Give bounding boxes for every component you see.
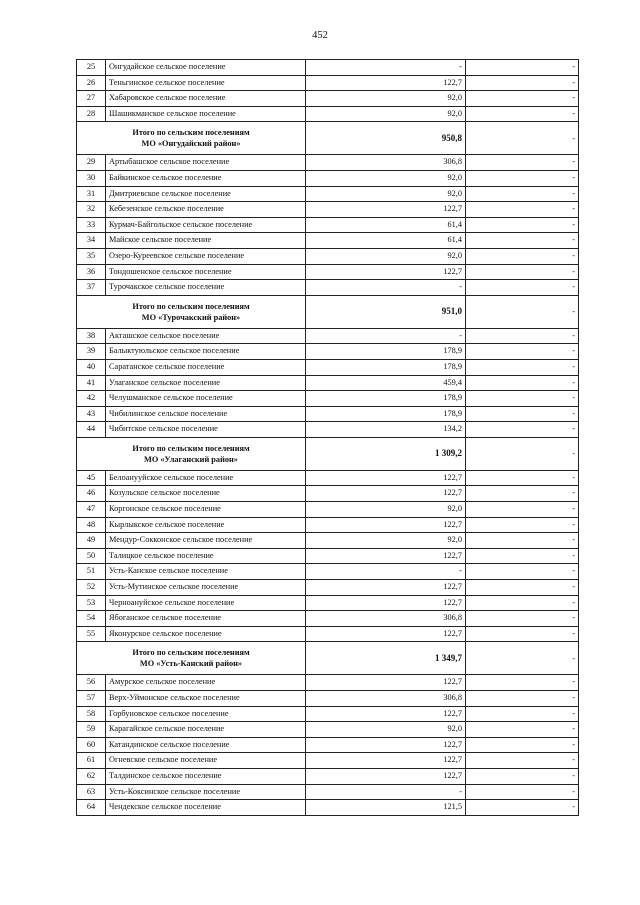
row-number: 44 bbox=[77, 422, 106, 438]
row-number: 27 bbox=[77, 91, 106, 107]
settlement-name: Горбуновское сельское поселение bbox=[106, 706, 306, 722]
settlement-name: Амурское сельское поселение bbox=[106, 675, 306, 691]
row-number: 43 bbox=[77, 406, 106, 422]
row-number: 36 bbox=[77, 264, 106, 280]
table-row bbox=[77, 502, 579, 518]
other-cell: - bbox=[466, 280, 579, 296]
district-total-row bbox=[77, 295, 579, 328]
row-number: 58 bbox=[77, 706, 106, 722]
row-number: 28 bbox=[77, 106, 106, 122]
amount-cell: 122,7 bbox=[306, 517, 466, 533]
table-row bbox=[77, 675, 579, 691]
row-number: 62 bbox=[77, 768, 106, 784]
amount-cell: - bbox=[306, 564, 466, 580]
other-cell: - bbox=[466, 75, 579, 91]
settlement-name: Турочакское сельское поселение bbox=[106, 280, 306, 296]
total-label-line1: Итого по сельским поселениям bbox=[132, 301, 250, 311]
other-cell: - bbox=[466, 564, 579, 580]
total-district-name: МО «Улаганский район» bbox=[144, 454, 238, 464]
district-total-row bbox=[77, 122, 579, 155]
amount-cell: 61,4 bbox=[306, 217, 466, 233]
settlement-name: Озеро-Куреевское сельское поселение bbox=[106, 248, 306, 264]
settlement-name: Талдинское сельское поселение bbox=[106, 768, 306, 784]
row-number: 39 bbox=[77, 344, 106, 360]
table-row bbox=[77, 391, 579, 407]
table-row bbox=[77, 706, 579, 722]
row-number: 52 bbox=[77, 580, 106, 596]
amount-cell: 122,7 bbox=[306, 580, 466, 596]
settlement-name: Катандинское сельское поселение bbox=[106, 737, 306, 753]
amount-cell: - bbox=[306, 60, 466, 76]
amount-cell: 121,5 bbox=[306, 800, 466, 816]
settlement-name: Хабаровское сельское поселение bbox=[106, 91, 306, 107]
row-number: 51 bbox=[77, 564, 106, 580]
row-number: 54 bbox=[77, 611, 106, 627]
amount-cell: 178,9 bbox=[306, 406, 466, 422]
settlement-name: Усть-Коксинское сельское поселение bbox=[106, 784, 306, 800]
settlement-name: Чибилинское сельское поселение bbox=[106, 406, 306, 422]
amount-cell: 92,0 bbox=[306, 91, 466, 107]
total-label-line1: Итого по сельским поселениям bbox=[132, 443, 250, 453]
settlement-name: Тондошенское сельское поселение bbox=[106, 264, 306, 280]
other-cell: - bbox=[466, 375, 579, 391]
amount-cell: 61,4 bbox=[306, 233, 466, 249]
table-row bbox=[77, 517, 579, 533]
settlement-name: Дмитриевское сельское поселение bbox=[106, 186, 306, 202]
page-number: 452 bbox=[312, 30, 328, 41]
amount-cell: 306,8 bbox=[306, 155, 466, 171]
settlement-name: Огневское сельское поселение bbox=[106, 753, 306, 769]
row-number: 30 bbox=[77, 170, 106, 186]
row-number: 25 bbox=[77, 60, 106, 76]
settlement-name: Артыбашское сельское поселение bbox=[106, 155, 306, 171]
settlement-name: Верх-Уймонское сельское поселение bbox=[106, 691, 306, 707]
amount-cell: 178,9 bbox=[306, 344, 466, 360]
row-number: 61 bbox=[77, 753, 106, 769]
amount-cell: 122,7 bbox=[306, 706, 466, 722]
settlement-name: Майское сельское поселение bbox=[106, 233, 306, 249]
settlement-name: Улаганское сельское поселение bbox=[106, 375, 306, 391]
table-row bbox=[77, 580, 579, 596]
table-row bbox=[77, 217, 579, 233]
settlement-name: Саратанское сельское поселение bbox=[106, 359, 306, 375]
other-cell: - bbox=[466, 186, 579, 202]
table-row bbox=[77, 248, 579, 264]
table-row bbox=[77, 91, 579, 107]
other-cell: - bbox=[466, 486, 579, 502]
amount-cell: 122,7 bbox=[306, 595, 466, 611]
amount-cell: - bbox=[306, 328, 466, 344]
amount-cell: 92,0 bbox=[306, 106, 466, 122]
table-row bbox=[77, 722, 579, 738]
settlement-name: Усть-Канское сельское поселение bbox=[106, 564, 306, 580]
row-number: 50 bbox=[77, 548, 106, 564]
table-row bbox=[77, 328, 579, 344]
total-label-cell bbox=[77, 295, 306, 328]
other-cell: - bbox=[466, 155, 579, 171]
table-row bbox=[77, 533, 579, 549]
amount-cell: 92,0 bbox=[306, 248, 466, 264]
row-number: 26 bbox=[77, 75, 106, 91]
row-number: 32 bbox=[77, 202, 106, 218]
settlement-name: Талицкое сельское поселение bbox=[106, 548, 306, 564]
other-cell: - bbox=[466, 248, 579, 264]
table-row bbox=[77, 768, 579, 784]
table-row bbox=[77, 60, 579, 76]
row-number: 56 bbox=[77, 675, 106, 691]
table-row bbox=[77, 75, 579, 91]
settlement-name: Коргонское сельское поселение bbox=[106, 502, 306, 518]
other-cell: - bbox=[466, 422, 579, 438]
other-cell: - bbox=[466, 391, 579, 407]
settlement-name: Кебезенское сельское поселение bbox=[106, 202, 306, 218]
amount-cell: 122,7 bbox=[306, 737, 466, 753]
total-district-name: МО «Онгудайский район» bbox=[141, 139, 241, 149]
total-amount: 951,0 bbox=[306, 295, 466, 328]
row-number: 33 bbox=[77, 217, 106, 233]
table-row bbox=[77, 344, 579, 360]
settlement-name: Яконурское сельское поселение bbox=[106, 626, 306, 642]
total-amount: 1 309,2 bbox=[306, 437, 466, 470]
other-cell: - bbox=[466, 170, 579, 186]
other-cell: - bbox=[466, 675, 579, 691]
row-number: 59 bbox=[77, 722, 106, 738]
settlement-name: Теньгинское сельское поселение bbox=[106, 75, 306, 91]
other-cell: - bbox=[466, 502, 579, 518]
table-row bbox=[77, 202, 579, 218]
other-cell: - bbox=[466, 344, 579, 360]
total-amount: 950,8 bbox=[306, 122, 466, 155]
table-row bbox=[77, 375, 579, 391]
settlement-name: Шашикманское сельское поселение bbox=[106, 106, 306, 122]
total-amount: 1 349,7 bbox=[306, 642, 466, 675]
total-label-line1: Итого по сельским поселениям bbox=[132, 648, 250, 658]
row-number: 53 bbox=[77, 595, 106, 611]
settlement-name: Усть-Мутинское сельское поселение bbox=[106, 580, 306, 596]
table-row bbox=[77, 737, 579, 753]
table-row bbox=[77, 155, 579, 171]
other-cell: - bbox=[466, 580, 579, 596]
other-cell: - bbox=[466, 753, 579, 769]
settlement-name: Акташское сельское поселение bbox=[106, 328, 306, 344]
table-row bbox=[77, 548, 579, 564]
settlements-table bbox=[76, 59, 579, 816]
table-row bbox=[77, 564, 579, 580]
amount-cell: 122,7 bbox=[306, 470, 466, 486]
amount-cell: 122,7 bbox=[306, 753, 466, 769]
amount-cell: 122,7 bbox=[306, 675, 466, 691]
table-row bbox=[77, 359, 579, 375]
table-row bbox=[77, 611, 579, 627]
settlement-name: Мендур-Сокконское сельское поселение bbox=[106, 533, 306, 549]
settlement-name: Челушманское сельское поселение bbox=[106, 391, 306, 407]
other-cell: - bbox=[466, 626, 579, 642]
row-number: 63 bbox=[77, 784, 106, 800]
amount-cell: 178,9 bbox=[306, 359, 466, 375]
settlement-name: Ябоганское сельское поселение bbox=[106, 611, 306, 627]
table-row bbox=[77, 106, 579, 122]
settlement-name: Белоанууйское сельское поселение bbox=[106, 470, 306, 486]
row-number: 46 bbox=[77, 486, 106, 502]
table-row bbox=[77, 170, 579, 186]
total-other: - bbox=[466, 642, 579, 675]
table-row bbox=[77, 753, 579, 769]
other-cell: - bbox=[466, 406, 579, 422]
other-cell: - bbox=[466, 359, 579, 375]
district-total-row bbox=[77, 642, 579, 675]
amount-cell: 122,7 bbox=[306, 486, 466, 502]
table-row bbox=[77, 595, 579, 611]
row-number: 60 bbox=[77, 737, 106, 753]
settlement-name: Онгудайское сельское поселение bbox=[106, 60, 306, 76]
other-cell: - bbox=[466, 722, 579, 738]
row-number: 57 bbox=[77, 691, 106, 707]
table-row bbox=[77, 422, 579, 438]
settlement-name: Черноануйское сельское поселение bbox=[106, 595, 306, 611]
other-cell: - bbox=[466, 611, 579, 627]
other-cell: - bbox=[466, 533, 579, 549]
amount-cell: 459,4 bbox=[306, 375, 466, 391]
other-cell: - bbox=[466, 470, 579, 486]
settlement-name: Чендекское сельское поселение bbox=[106, 800, 306, 816]
table-row bbox=[77, 186, 579, 202]
row-number: 49 bbox=[77, 533, 106, 549]
row-number: 42 bbox=[77, 391, 106, 407]
row-number: 55 bbox=[77, 626, 106, 642]
table-row bbox=[77, 280, 579, 296]
amount-cell: 122,7 bbox=[306, 548, 466, 564]
settlement-name: Курмач-Байгольское сельское поселение bbox=[106, 217, 306, 233]
table-row bbox=[77, 470, 579, 486]
row-number: 37 bbox=[77, 280, 106, 296]
amount-cell: 92,0 bbox=[306, 170, 466, 186]
settlement-name: Кырлыкское сельское поселение bbox=[106, 517, 306, 533]
amount-cell: 122,7 bbox=[306, 75, 466, 91]
row-number: 29 bbox=[77, 155, 106, 171]
table-row bbox=[77, 264, 579, 280]
table-row bbox=[77, 800, 579, 816]
other-cell: - bbox=[466, 106, 579, 122]
other-cell: - bbox=[466, 217, 579, 233]
row-number: 40 bbox=[77, 359, 106, 375]
amount-cell: 92,0 bbox=[306, 722, 466, 738]
amount-cell: 178,9 bbox=[306, 391, 466, 407]
amount-cell: 306,8 bbox=[306, 611, 466, 627]
other-cell: - bbox=[466, 768, 579, 784]
total-other: - bbox=[466, 122, 579, 155]
other-cell: - bbox=[466, 784, 579, 800]
total-label-line1: Итого по сельским поселениям bbox=[132, 128, 250, 138]
other-cell: - bbox=[466, 328, 579, 344]
total-label-cell bbox=[77, 122, 306, 155]
other-cell: - bbox=[466, 706, 579, 722]
row-number: 48 bbox=[77, 517, 106, 533]
total-label-cell bbox=[77, 437, 306, 470]
amount-cell: 122,7 bbox=[306, 202, 466, 218]
other-cell: - bbox=[466, 691, 579, 707]
other-cell: - bbox=[466, 800, 579, 816]
total-other: - bbox=[466, 437, 579, 470]
amount-cell: 122,7 bbox=[306, 626, 466, 642]
total-label-cell bbox=[77, 642, 306, 675]
table-row bbox=[77, 691, 579, 707]
row-number: 64 bbox=[77, 800, 106, 816]
row-number: 47 bbox=[77, 502, 106, 518]
row-number: 35 bbox=[77, 248, 106, 264]
table-row bbox=[77, 233, 579, 249]
row-number: 34 bbox=[77, 233, 106, 249]
row-number: 38 bbox=[77, 328, 106, 344]
settlement-name: Байкинское сельское поселение bbox=[106, 170, 306, 186]
other-cell: - bbox=[466, 202, 579, 218]
settlement-name: Балыктуюльское сельское поселение bbox=[106, 344, 306, 360]
other-cell: - bbox=[466, 737, 579, 753]
settlement-name: Козульское сельское поселение bbox=[106, 486, 306, 502]
other-cell: - bbox=[466, 60, 579, 76]
amount-cell: 134,2 bbox=[306, 422, 466, 438]
amount-cell: 306,8 bbox=[306, 691, 466, 707]
row-number: 45 bbox=[77, 470, 106, 486]
table-row bbox=[77, 406, 579, 422]
district-total-row bbox=[77, 437, 579, 470]
amount-cell: - bbox=[306, 784, 466, 800]
amount-cell: - bbox=[306, 280, 466, 296]
amount-cell: 92,0 bbox=[306, 502, 466, 518]
amount-cell: 92,0 bbox=[306, 186, 466, 202]
other-cell: - bbox=[466, 233, 579, 249]
table-row bbox=[77, 626, 579, 642]
table-row bbox=[77, 486, 579, 502]
row-number: 41 bbox=[77, 375, 106, 391]
other-cell: - bbox=[466, 264, 579, 280]
total-district-name: МО «Турочакский район» bbox=[141, 312, 241, 322]
settlement-name: Чибитское сельское поселение bbox=[106, 422, 306, 438]
other-cell: - bbox=[466, 595, 579, 611]
other-cell: - bbox=[466, 517, 579, 533]
total-district-name: МО «Усть-Канский район» bbox=[139, 659, 243, 669]
amount-cell: 92,0 bbox=[306, 533, 466, 549]
other-cell: - bbox=[466, 91, 579, 107]
amount-cell: 122,7 bbox=[306, 768, 466, 784]
table-row bbox=[77, 784, 579, 800]
settlement-name: Карагайское сельское поселение bbox=[106, 722, 306, 738]
row-number: 31 bbox=[77, 186, 106, 202]
total-other: - bbox=[466, 295, 579, 328]
amount-cell: 122,7 bbox=[306, 264, 466, 280]
other-cell: - bbox=[466, 548, 579, 564]
